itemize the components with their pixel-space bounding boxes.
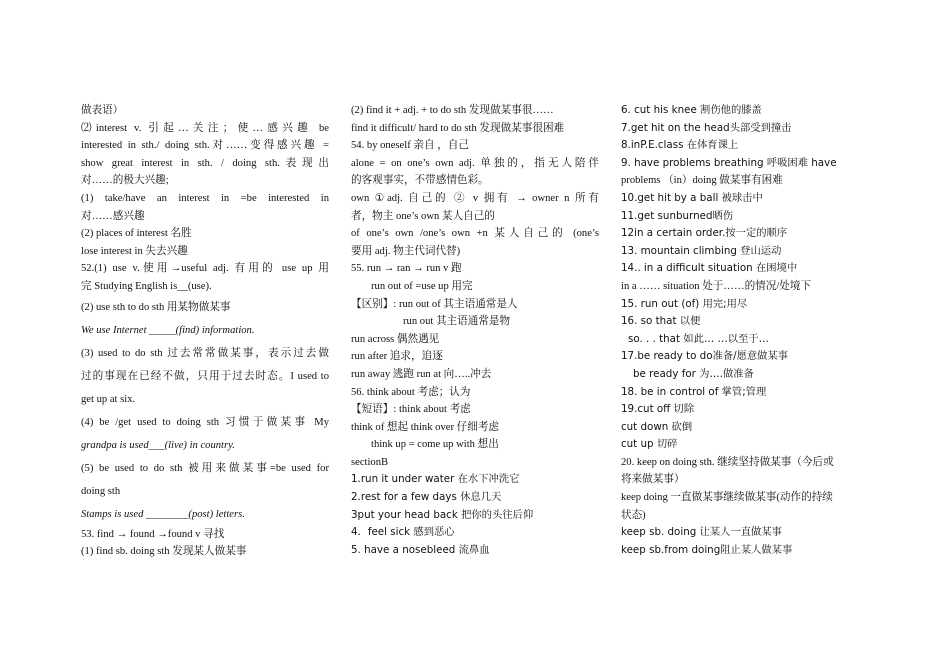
text-line: 10.get hit by a ball 被球击中 — [621, 191, 763, 204]
text-line: 7.get hit on the head头部受到撞击 — [621, 121, 792, 134]
column-right — [621, 102, 869, 559]
text-line: cut down 砍倒 — [621, 420, 693, 433]
text-line: (3) used to do sth 过去常常做某事，表示过去做 — [81, 347, 329, 359]
text-line: 做表语） — [81, 105, 124, 116]
text-line: 【区别】: run out of 其主语通常是人 — [351, 298, 518, 310]
text-line: 54. by oneself 亲自 ，自己 — [351, 140, 469, 152]
text-line: doing sth — [81, 485, 121, 497]
text-line: find it difficult/ hard to do sth 发现做某事很困难 — [351, 122, 565, 134]
column-middle — [351, 102, 599, 559]
text-line: 者，物主 one’s own 某人自己的 — [351, 210, 495, 222]
text-line: 对……的极大兴趣; — [81, 175, 169, 187]
text-line: 将来做某事） — [621, 474, 685, 486]
text-line: think up = come up with 想出 — [371, 439, 499, 451]
text-line: run out of =use up 用完 — [371, 280, 473, 292]
text-line: 6. cut his knee 割伤他的膝盖 — [621, 104, 762, 116]
text-line: 20. keep on doing sth. 继续坚持做某事（今后或 — [621, 456, 834, 468]
text-line: show great interest in sth. / doing sth.表现出 — [81, 157, 329, 169]
text-line: sectionB — [351, 456, 389, 468]
text-line: run out 其主语通常是物 — [403, 316, 511, 328]
text-line: 3put your head back 把你的头往后仰 — [351, 508, 534, 521]
text-line: 9. have problems breathing 呼吸困难 have — [621, 156, 837, 169]
text-line: keep doing 一直做某事继续做某事(动作的持续 — [621, 492, 833, 504]
text-line: 的客观事实，不带感情色彩。 — [351, 175, 489, 187]
text-line: (1) find sb. doing sth 发现某人做某事 — [81, 546, 247, 558]
text-line: cut up 切碎 — [621, 438, 678, 451]
text-line: (1) take/have an interest in =be interested in — [81, 192, 329, 204]
text-line: 1.run it under water 在水下冲洗它 — [351, 473, 520, 486]
text-line: 【短语】: think about 考虑 — [351, 404, 471, 416]
text-line: 55. run → ran → run v 跑 — [351, 263, 462, 275]
text-line: 52.(1) use v.使用→useful adj. 有用的 use up 用 — [81, 263, 329, 275]
text-line: (4) be /get used to doing sth 习惯于做某事 My — [81, 416, 329, 428]
text-line: (2) find it + adj. + to do sth 发现做某事很…… — [351, 105, 554, 116]
text-line: 2.rest for a few days 休息几天 — [351, 491, 502, 504]
text-line: 过的事现在已经不做，只用于过去时态。I used to — [81, 370, 329, 382]
text-line: 18. be in control of 掌管;管理 — [621, 385, 767, 398]
text-line: 11.get sunburned晒伤 — [621, 209, 734, 222]
text-line: problems （in）doing 做某事有困难 — [621, 175, 783, 187]
text-line: 17.be ready to do准备/愿意做某事 — [621, 350, 789, 363]
text-line: own ①adj. 自己的 ② v 拥有 → owner n 所有 — [351, 192, 599, 204]
text-line: 15. run out (of) 用完;用尽 — [621, 297, 748, 310]
text-line: 56. think about 考虑；认为 — [351, 386, 471, 398]
text-line: run after 追求，追逐 — [351, 351, 443, 363]
text-line: 状态) — [621, 509, 646, 521]
text-line: alone = on one’s own adj. 单独的，指无人陪伴 — [351, 157, 599, 169]
text-line: grandpa is used___(live) in country. — [81, 439, 235, 451]
text-line: 5. have a nosebleed 流鼻血 — [351, 543, 490, 556]
text-line: be ready for 为….做准备 — [633, 367, 754, 380]
text-line: 16. so that 以便 — [621, 315, 701, 328]
text-line: ⑵interest v. 引起…关注；使…感兴趣 be — [81, 122, 329, 134]
text-line: 53. find → found →found v 寻找 — [81, 528, 225, 540]
text-line: 19.cut off 切除 — [621, 403, 695, 416]
text-line: (5) be used to do sth 被用来做某事=be used for — [81, 462, 329, 474]
text-line: of one’s own /one’s own +n 某人自己的 (one’s — [351, 228, 599, 240]
text-line: so. . . that 如此… …以至于… — [628, 332, 769, 345]
text-line: get up at six. — [81, 393, 136, 405]
text-line: (2) use sth to do sth 用某物做某事 — [81, 301, 231, 313]
text-line: 对……感兴趣 — [81, 210, 145, 222]
text-line: keep sb. doing 让某人一直做某事 — [621, 526, 782, 539]
text-line: run across 偶然遇见 — [351, 333, 440, 345]
text-line: interested in sth./ doing sth.对……变得感兴趣 = — [81, 140, 329, 152]
text-line: 14.. in a difficult situation 在困境中 — [621, 262, 798, 275]
text-line: Stamps is used ________(post) letters. — [81, 508, 245, 520]
text-line: 完 Studying English is__(use). — [81, 280, 212, 292]
text-line: We use Internet _____(find) information. — [81, 324, 255, 336]
text-line: lose interest in 失去兴趣 — [81, 245, 188, 257]
text-line: run away 逃跑 run at 向…..冲去 — [351, 368, 492, 380]
text-line: 12in a certain order.按一定的顺序 — [621, 227, 788, 240]
text-line: in a …… situation 处于……的情况/处境下 — [621, 280, 812, 292]
column-left — [81, 102, 329, 561]
text-line: 8.inP.E.class 在体育课上 — [621, 139, 739, 152]
text-line: 要用 adj. 物主代词代替) — [351, 245, 461, 257]
text-line: think of 想起 think over 仔细考虑 — [351, 421, 500, 433]
text-line: keep sb.from doing阻止某人做某事 — [621, 543, 793, 556]
text-line: (2) places of interest 名胜 — [81, 228, 192, 240]
text-line: 4．feel sick 感到恶心 — [351, 526, 455, 539]
text-line: 13. mountain climbing 登山运动 — [621, 244, 782, 257]
